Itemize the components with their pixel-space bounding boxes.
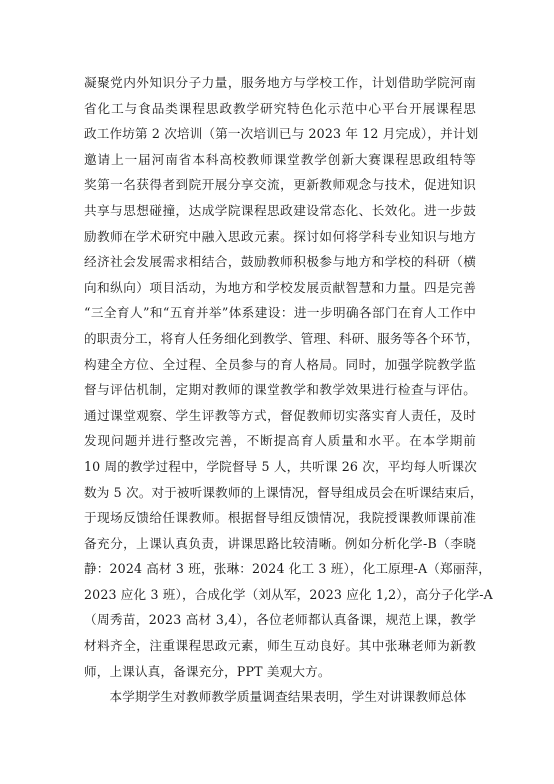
text-line: 政工作坊第 2 次培训（第一次培训已与 2023 年 12 月完成），并计划 [84,126,479,142]
paragraph [84,684,476,710]
text-line: 构建全方位、全过程、全员参与的育人格局。同时，加强学院教学监 [84,356,476,372]
text-line: 邀请上一届河南省本科高校教师课堂教学创新大赛课程思政组特等 [84,151,476,167]
text-line: 励教师在学术研究中融入思政元素。探讨如何将学科专业知识与地方 [84,228,476,244]
text-line: 2023 应化 3 班），合成化学（刘从军，2023 应化 1,2），高分子化学-A [84,586,493,602]
text-line: 静：2024 高材 3 班，张琳：2024 化工 3 班），化工原理-A（郑丽萍， [84,561,492,577]
text-line: 于现场反馈给任课教师。根据督导组反馈情况，我院授课教师课前准 [84,510,476,526]
body-text [84,70,493,710]
text-line: 奖第一名获得者到院开展分享交流，更新教师观念与技术，促进知识 [84,177,476,193]
text-line: 省化工与食品类课程思政教学研究特色化示范中心平台开展课程思 [84,100,476,116]
paragraph [84,70,493,684]
text-line: 凝聚党内外知识分子力量，服务地方与学校工作，计划借助学院河南 [84,75,476,90]
text-line: 的职责分工，将育人任务细化到教学、管理、科研、服务等各个环节， [84,330,480,346]
text-line: 督与评估机制，定期对教师的课堂教学和教学效果进行检查与评估。 [84,382,476,398]
text-line: 师，上课认真，备课充分，PPT 美观大方。 [84,663,331,679]
text-line: 通过课堂观察、学生评教等方式，督促教师切实落实育人责任，及时 [84,407,476,423]
text-line: “三全育人”和“五育并举”体系建设：进一步明确各部门在育人工作中 [84,305,476,321]
text-line: 备充分，上课认真负责，讲课思路比较清晰。例如分析化学-B（李晓 [84,535,476,551]
text-line: （周秀苗，2023 高材 3,4），各位老师都认真备课，规范上课，教学 [84,612,476,628]
text-line: 材料齐全，注重课程思政元素，师生互动良好。其中张琳老师为新教 [84,638,476,654]
text-line: 发现问题并进行整改完善，不断提高育人质量和水平。在本学期前 [84,433,476,449]
text-line: 经济社会发展需求相结合，鼓励教师积极参与地方和学校的科研（横 [84,254,476,270]
text-line: 向和纵向）项目活动，为地方和学校发展贡献智慧和力量。四是完善 [84,279,476,295]
text-line: 共享与思想碰撞，达成学院课程思政建设常态化、长效化。进一步鼓 [84,202,476,218]
text-line: 数为 5 次。对于被听课教师的上课情况，督导组成员会在听课结束后， [84,484,483,500]
text-line: 10 周的教学过程中，学院督导 5 人，共听课 26 次，平均每人听课次 [84,458,477,474]
text-line: 本学期学生对教师教学质量调查结果表明，学生对讲课教师总体 [84,689,467,705]
